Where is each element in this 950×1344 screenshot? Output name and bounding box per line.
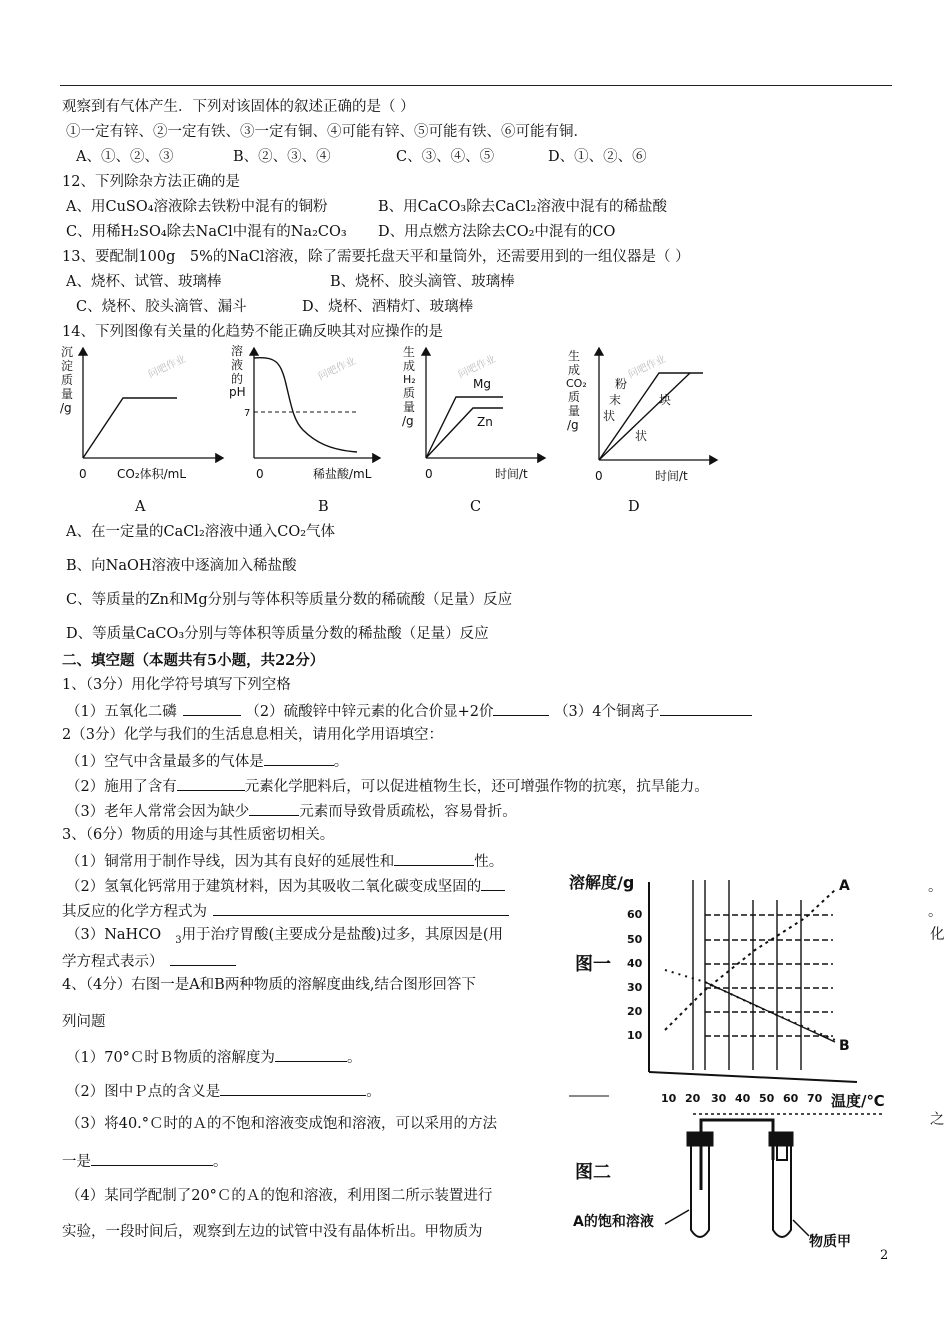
figure1-xtick: 20 bbox=[685, 1092, 701, 1105]
figure1-xtick: 30 bbox=[711, 1092, 727, 1105]
header-rule bbox=[60, 85, 892, 86]
figure1-curve-a: A bbox=[839, 878, 850, 894]
graph-a bbox=[60, 345, 223, 481]
f3-p1-text: （1）铜常用于制作导线，因为其有良好的延展性和 bbox=[66, 854, 395, 870]
graph-b-ylabel-char: pH bbox=[229, 385, 246, 399]
graph-a-ylabel-char: 量 bbox=[61, 387, 74, 401]
graph-d-ylabel-char: 质 bbox=[568, 390, 581, 404]
q11-option-b: B、②、③、④ bbox=[233, 149, 331, 165]
graph-c-ylabel-char: 成 bbox=[403, 359, 416, 373]
f4-p2 bbox=[66, 1080, 381, 1102]
f2-p2-text: （2）施用了含有 bbox=[66, 779, 177, 795]
right-fragment: 之 bbox=[930, 1112, 945, 1128]
figure1-caption: 图一 bbox=[575, 954, 611, 975]
f2-p1 bbox=[66, 750, 348, 772]
graph-d-ylabel-char: 生 bbox=[568, 349, 581, 363]
f4-p4: （4）某同学配制了20°Ｃ的Ａ的饱和溶液，利用图二所示装置进行 bbox=[66, 1188, 493, 1204]
graph-d-ylabel-char: 成 bbox=[568, 363, 581, 377]
graph-a-origin: 0 bbox=[79, 467, 87, 481]
page-number: 2 bbox=[880, 1248, 889, 1263]
f4-stem: 4、（4分）右图一是A和B两种物质的溶解度曲线,结合图形回答下 bbox=[62, 977, 476, 993]
graph-b-tick-7: 7 bbox=[244, 408, 251, 419]
q12-option-d: D、用点燃方法除去CO₂中混有的CO bbox=[378, 224, 616, 240]
graph-c-origin: 0 bbox=[425, 467, 433, 481]
graph-letter-a: A bbox=[135, 499, 146, 515]
answer-blank[interactable] bbox=[220, 1080, 366, 1096]
graph-a-ylabel-char: 质 bbox=[61, 373, 74, 387]
answer-blank[interactable] bbox=[394, 850, 474, 866]
f4-p2-end: 。 bbox=[366, 1084, 381, 1100]
q11-option-c: C、③、④、⑤ bbox=[396, 149, 495, 165]
figure1-ytick: 40 bbox=[627, 957, 643, 970]
q12-stem: 12、下列除杂方法正确的是 bbox=[62, 174, 240, 190]
figure1-ytick: 60 bbox=[627, 908, 643, 921]
q13-option-a: A、烧杯、试管、玻璃棒 bbox=[66, 274, 222, 290]
right-fragment: 。 bbox=[928, 904, 943, 920]
q12-option-b: B、用CaCO₃除去CaCl₂溶液中混有的稀盐酸 bbox=[378, 199, 667, 215]
q11-statements: ①一定有锌、②一定有铁、③一定有铜、④可能有锌、⑤可能有铁、⑥可能有铜． bbox=[66, 124, 588, 140]
q13-option-c: C、烧杯、胶头滴管、漏斗 bbox=[76, 299, 247, 315]
graph-c-ylabel-char: H₂ bbox=[403, 373, 416, 386]
q14-graphs bbox=[55, 340, 720, 495]
figure1-xlabel: 温度/℃ bbox=[831, 1092, 885, 1110]
graph-d-label-lump: 块 bbox=[659, 393, 672, 407]
figure2-apparatus bbox=[687, 1114, 883, 1237]
graph-b-ylabel-char: 液 bbox=[231, 358, 244, 372]
q14-option-b: B、向NaOH溶液中逐滴加入稀盐酸 bbox=[66, 558, 297, 574]
graph-b bbox=[229, 343, 380, 481]
graph-b-origin: 0 bbox=[256, 467, 264, 481]
f1-stem: 1、（3分）用化学符号填写下列空格 bbox=[62, 677, 291, 693]
right-fragment: 。 bbox=[928, 879, 943, 895]
graph-a-ylabel-char: 沉 bbox=[61, 345, 74, 359]
figure1-xtick: 10 bbox=[661, 1092, 677, 1105]
graph-b-ylabel-char: 的 bbox=[231, 372, 244, 386]
f4-p1 bbox=[66, 1046, 361, 1068]
f4-p1-end: 。 bbox=[346, 1050, 362, 1066]
graph-c-series-zn: Zn bbox=[477, 415, 493, 429]
f3-p3-text: （3）NaHCO bbox=[66, 927, 162, 943]
q11-option-d: D、①、②、⑥ bbox=[548, 149, 647, 165]
figure1-xtick: 50 bbox=[759, 1092, 775, 1105]
graph-letter-d: D bbox=[628, 499, 640, 515]
figure1-ytick: 20 bbox=[627, 1005, 643, 1018]
f2-p1-text: （1）空气中含量最多的气体是 bbox=[66, 754, 264, 770]
f1-parts bbox=[66, 700, 752, 722]
graph-b-xlabel: 稀盐酸/mL bbox=[313, 467, 372, 481]
q11-option-a: A、①、②、③ bbox=[76, 149, 174, 165]
figure1-ylabel: 溶解度/g bbox=[569, 873, 635, 892]
f3-p1-end: 性。 bbox=[474, 854, 504, 870]
figure2-left-label: A的饱和溶液 bbox=[573, 1214, 654, 1230]
f1-p3: （3）4个铜离子 bbox=[554, 704, 660, 720]
watermark: 问吧作业 bbox=[146, 353, 188, 381]
watermark: 问吧作业 bbox=[316, 355, 358, 383]
answer-blank[interactable] bbox=[264, 750, 334, 766]
figure1-ytick: 10 bbox=[627, 1029, 643, 1042]
q14-option-d: D、等质量CaCO₃分别与等体积等质量分数的稀盐酸（足量）反应 bbox=[66, 626, 489, 642]
figure1-curve-b: B bbox=[839, 1038, 850, 1054]
f2-p2 bbox=[66, 775, 709, 797]
answer-blank[interactable] bbox=[177, 775, 245, 791]
graph-a-ylabel-char: /g bbox=[60, 401, 72, 415]
graph-d-origin: 0 bbox=[595, 469, 603, 483]
graph-letter-c: C bbox=[470, 499, 482, 515]
f2-p3-end: 元素而导致骨质疏松，容易骨折。 bbox=[299, 804, 517, 820]
graph-d-ylabel-char: CO₂ bbox=[566, 377, 587, 390]
graph-d-ylabel-char: /g bbox=[567, 418, 579, 432]
answer-blank[interactable] bbox=[249, 800, 299, 816]
answer-blank[interactable] bbox=[481, 875, 505, 891]
f2-p2-end: 元素化学肥料后，可以促进植物生长，还可增强作物的抗寒，抗旱能力。 bbox=[244, 779, 709, 795]
f4-p3: （3）将40.°Ｃ时的Ａ的不饱和溶液变成饱和溶液，可以采用的方法 bbox=[66, 1116, 498, 1132]
watermark: 问吧作业 bbox=[456, 353, 498, 381]
graph-d-label-powder: 状 bbox=[603, 409, 616, 423]
graph-c-ylabel-char: 质 bbox=[403, 386, 416, 400]
f2-p3-text: （3）老年人常常会因为缺少 bbox=[66, 804, 250, 820]
figure1-xtick: 40 bbox=[735, 1092, 751, 1105]
q14-stem: 14、下列图像有关量的化趋势不能正确反映其对应操作的是 bbox=[62, 324, 443, 340]
f4-p4-line2: 实验，一段时间后，观察到左边的试管中没有晶体析出。甲物质为 bbox=[62, 1224, 483, 1240]
f4-stem-2: 列问题 bbox=[62, 1014, 106, 1030]
f3-p3-sub: 3 bbox=[175, 934, 182, 946]
figure1-ytick: 50 bbox=[627, 933, 643, 946]
figure2-right-label: 物质甲 bbox=[809, 1234, 851, 1250]
f1-p2: （2）硫酸锌中锌元素的化合价显+2价 bbox=[245, 704, 494, 720]
f3-p2 bbox=[66, 875, 505, 897]
f3-p2-text: （2）氢氧化钙常用于建筑材料，因为其吸收二氧化碳变成坚固的 bbox=[66, 879, 482, 895]
graph-c-ylabel-char: 生 bbox=[403, 345, 416, 359]
solubility-figure bbox=[565, 860, 915, 1255]
f3-p3-line2 bbox=[62, 950, 236, 972]
f3-stem: 3、（6分）物质的用途与其性质密切相关。 bbox=[62, 827, 335, 843]
answer-blank[interactable] bbox=[170, 950, 236, 966]
q13-stem: 13、要配制100g 5%的NaCl溶液，除了需要托盘天平和量筒外，还需要用到的一组仪器是（ ） bbox=[62, 249, 690, 265]
figure1-xtick: 70 bbox=[807, 1092, 823, 1105]
answer-blank[interactable] bbox=[493, 700, 549, 716]
f3-p2-equation bbox=[62, 900, 509, 922]
right-fragment: 化 bbox=[930, 927, 945, 943]
answer-blank[interactable] bbox=[91, 1150, 213, 1166]
graph-letter-b: B bbox=[318, 499, 329, 515]
figure2-caption: 图二 bbox=[575, 1162, 611, 1183]
answer-blank[interactable] bbox=[213, 900, 509, 916]
graph-d-ylabel-char: 量 bbox=[568, 404, 581, 418]
graph-c-series-mg: Mg bbox=[473, 377, 491, 391]
q14-option-c: C、等质量的Zn和Mg分别与等体积等质量分数的稀硫酸（足量）反应 bbox=[66, 592, 513, 608]
graph-d-label-lump: 状 bbox=[635, 429, 648, 443]
graph-c-ylabel-char: /g bbox=[402, 414, 414, 428]
graph-b-ylabel-char: 溶 bbox=[231, 344, 244, 358]
answer-blank[interactable] bbox=[660, 700, 752, 716]
graph-d-label-powder: 末 bbox=[609, 393, 622, 407]
answer-blank[interactable] bbox=[275, 1046, 347, 1062]
f2-p1-end: 。 bbox=[333, 754, 349, 770]
f4-p3-end: 。 bbox=[213, 1154, 228, 1170]
f2-p3 bbox=[66, 800, 517, 822]
f4-p2-text: （2）图中Ｐ点的含义是 bbox=[66, 1084, 221, 1100]
graph-a-ylabel-char: 淀 bbox=[61, 359, 74, 373]
f4-p1-text: （1）70°Ｃ时Ｂ物质的溶解度为 bbox=[66, 1050, 275, 1066]
f3-p3-text3: 学方程式表示） bbox=[62, 954, 164, 970]
f3-p3 bbox=[66, 925, 503, 951]
f4-p3-text2: 一是 bbox=[62, 1154, 91, 1170]
f3-p3-text2: 用于治疗胃酸(主要成分是盐酸)过多，其原因是(用 bbox=[181, 927, 504, 943]
graph-a-xlabel: CO₂体积/mL bbox=[117, 467, 187, 481]
f1-p1: （1）五氧化二磷 bbox=[66, 704, 177, 720]
watermark: 问吧作业 bbox=[626, 353, 668, 381]
f3-p1 bbox=[66, 850, 503, 872]
q11-stem: 观察到有气体产生．下列对该固体的叙述正确的是（ ） bbox=[62, 99, 415, 115]
graph-c-ylabel-char: 量 bbox=[403, 400, 416, 414]
figure1-xtick: 60 bbox=[783, 1092, 799, 1105]
q14-option-a: A、在一定量的CaCl₂溶液中通入CO₂气体 bbox=[66, 524, 336, 540]
graph-d-label-powder: 粉 bbox=[615, 377, 628, 391]
q12-option-c: C、用稀H₂SO₄除去NaCl中混有的Na₂CO₃ bbox=[66, 224, 347, 240]
section2-title: 二、填空题（本题共有5小题，共22分） bbox=[62, 652, 325, 669]
f2-stem: 2（3分）化学与我们的生活息息相关，请用化学用语填空： bbox=[62, 727, 443, 743]
q13-option-d: D、烧杯、酒精灯、玻璃棒 bbox=[302, 299, 474, 315]
figure1-ytick: 30 bbox=[627, 981, 643, 994]
q13-option-b: B、烧杯、胶头滴管、玻璃棒 bbox=[330, 274, 515, 290]
graph-c-xlabel: 时间/t bbox=[495, 467, 528, 481]
graph-d-xlabel: 时间/t bbox=[655, 469, 688, 483]
f4-p3-line2 bbox=[62, 1150, 228, 1172]
f3-p2-eq-text: 其反应的化学方程式为 bbox=[62, 904, 207, 920]
answer-blank[interactable] bbox=[183, 700, 241, 716]
q12-option-a: A、用CuSO₄溶液除去铁粉中混有的铜粉 bbox=[66, 199, 328, 215]
